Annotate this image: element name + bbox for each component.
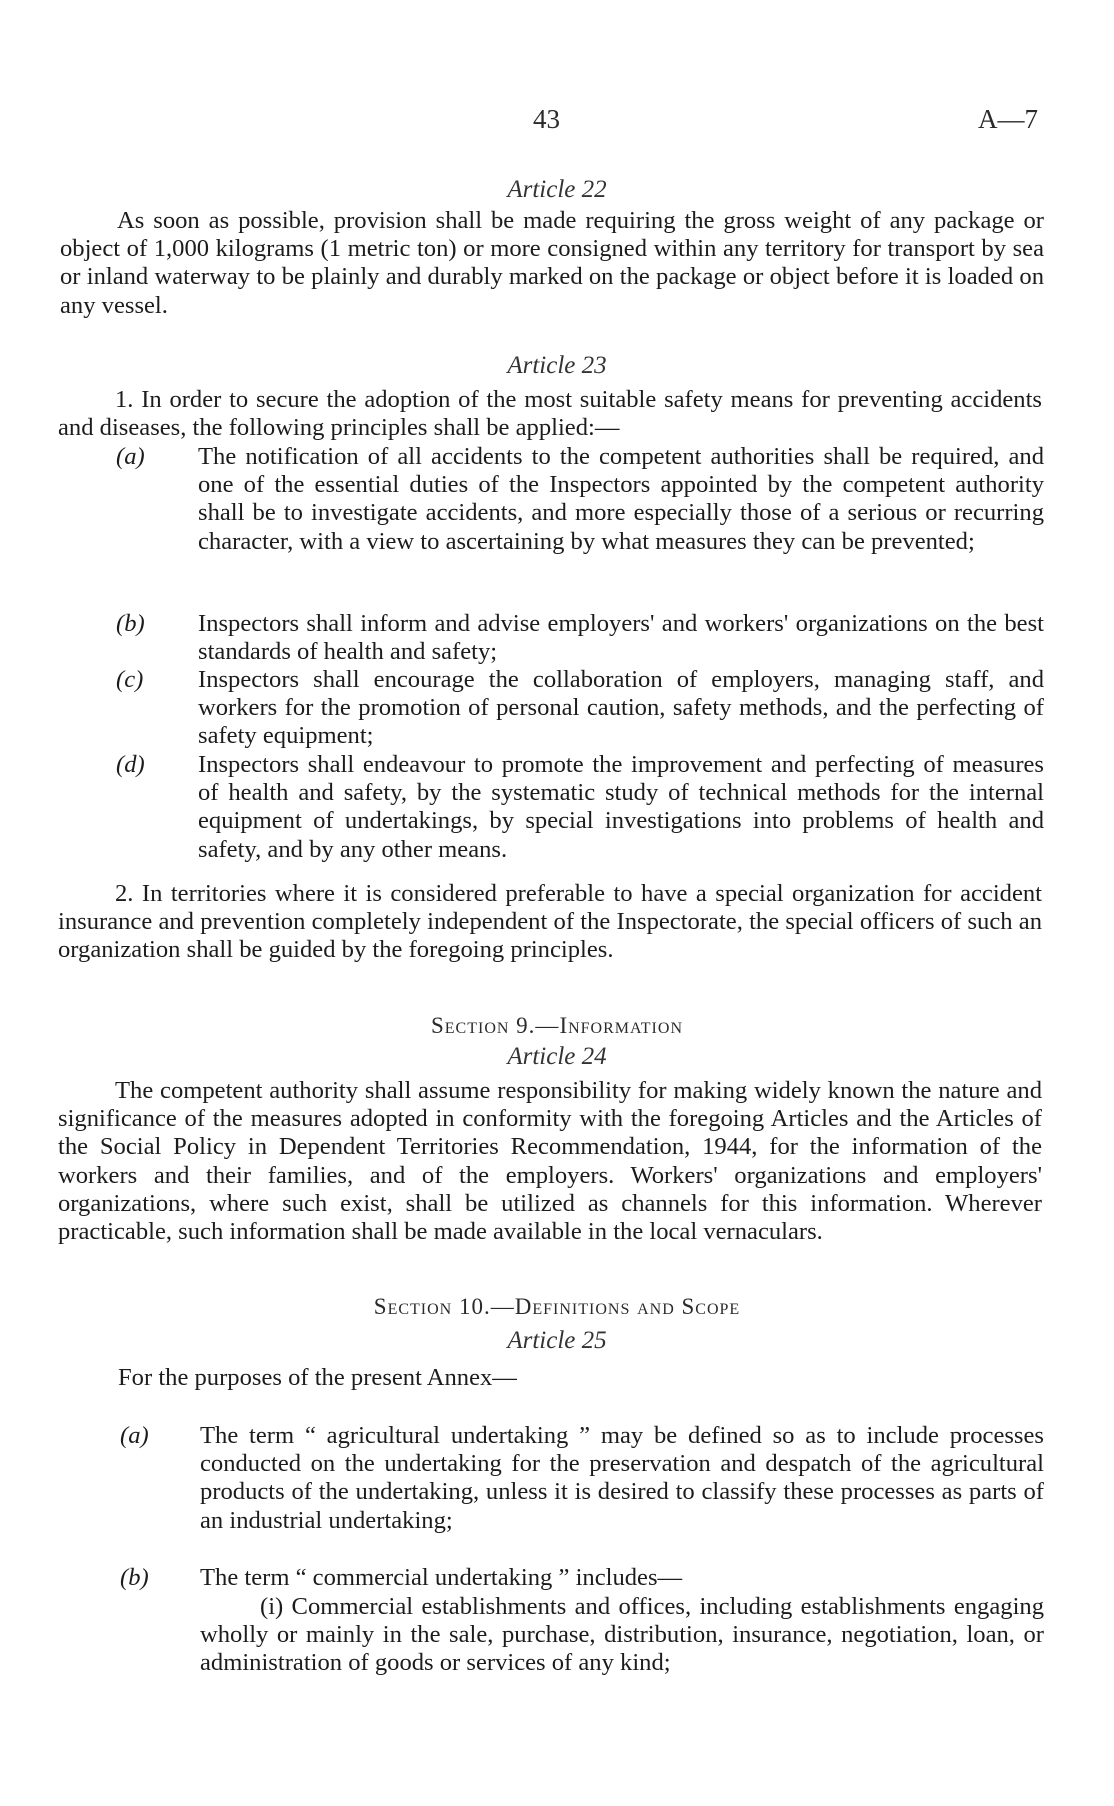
article-25-heading: Article 25 [507,1327,607,1354]
item-label: (b) [120,1564,149,1591]
item-label: (a) [120,1422,149,1449]
article-23-paragraph-2: 2. In territories where it is considered preferable to have a special organization for accident insurance and prevention completely independent of the Inspectorate, the special officers of such an organization shall be guided by the foregoing principles. [58,880,1042,964]
article-25-intro: For the purposes of the present Annex— [118,1364,517,1391]
page-number: 43 [533,104,560,134]
item-label: (d) [116,751,145,778]
section-title: Definitions and Scope [514,1294,741,1319]
page-reference: A—7 [978,104,1038,134]
article-25-item-a [120,1422,1044,1535]
article-23-item-a [116,443,1044,556]
article-25-item-b [120,1564,1044,1592]
article-23-heading: Article 23 [507,352,607,379]
item-label: (c) [116,666,144,693]
item-text: The notification of all accidents to the competent authorities shall be required, and one of the essential duties of the Inspectors appointed by the competent authority shall be to investigate accidents, and more especially those of a serious or recurring character, with a view to ascertaining by what measures they can be prevented; [198,443,1044,555]
section-9-heading [0,1013,1114,1039]
item-text: Inspectors shall endeavour to promote the improvement and perfecting of measures of health and safety, by the systematic study of technical methods for the internal equipment of undertakings, by special investigations into problems of health and safety, and by any other means. [198,751,1044,863]
article-23-item-d [116,751,1044,864]
article-23-intro: 1. In order to secure the adoption of the most suitable safety means for preventing accidents and diseases, the following principles shall be applied:— [58,386,1042,442]
article-24-heading: Article 24 [507,1043,607,1070]
article-22-text: As soon as possible, provision shall be made requiring the gross weight of any package or object of 1,000 kilograms (1 metric ton) or more consigned within any territory for transport by sea or inland waterway to be plainly and durably marked on the package or object before it is loaded on any vessel. [60,207,1044,319]
article-22-heading: Article 22 [507,176,607,203]
article-25-sub-item-i: (i) Commercial establishments and offices, including establishments engaging wholly or mainly in the sale, purchase, distribution, insurance, negotiation, loan, or administration of goods or services of any kind; [200,1593,1044,1677]
article-23-item-c [116,666,1044,751]
article-24-text: The competent authority shall assume responsibility for making widely known the nature and significance of the measures adopted in conformity with the foregoing Articles and the Articles of the Social Policy in Dependent Territories Recommendation, 1944, for the information of the workers and their families, and of the employers. Workers' organizations and employers' organizations, where such exist, shall be utilized as channels for this information. Wherever practicable, such information shall be made available in the local vernaculars. [58,1077,1042,1246]
section-prefix: Section 9.— [430,1013,560,1038]
item-text: Inspectors shall encourage the collaboration of employers, managing staff, and workers for the promotion of personal caution, safety methods, and the perfecting of safety equipment; [198,666,1044,750]
section-10-heading [0,1294,1114,1320]
item-text: Inspectors shall inform and advise employers' and workers' organizations on the best standards of health and safety; [198,610,1044,666]
section-prefix: Section 10.— [373,1294,515,1319]
section-title: Information [559,1013,683,1038]
item-text: The term “ commercial undertaking ” includes— [200,1564,683,1591]
article-23-item-b [116,610,1044,666]
item-text: The term “ agricultural undertaking ” may be defined so as to include processes conducted on the undertaking for the preservation and despatch of the agricultural products of the undertaking, unless it is desired to classify these processes as parts of an industrial undertaking; [200,1422,1044,1534]
item-label: (b) [116,610,145,637]
item-label: (a) [116,443,145,470]
